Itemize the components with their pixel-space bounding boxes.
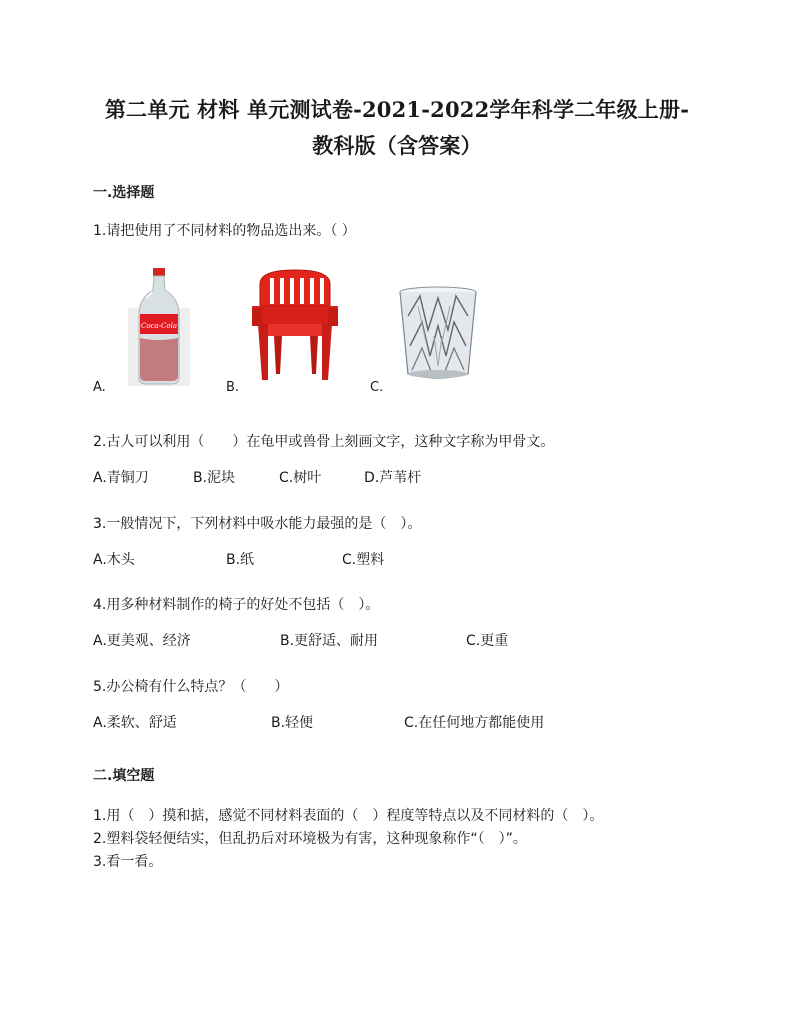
- q4-option-c: C.更重: [466, 633, 509, 649]
- q2-option-d: D.芦苇杆: [364, 470, 422, 486]
- q4-option-a: A.更美观、经济: [93, 633, 191, 649]
- bottle-cap: [153, 268, 165, 276]
- question-4-text: 4.用多种材料制作的椅子的好处不包括（ ）。: [93, 597, 380, 613]
- q5-option-a: A.柔软、舒适: [93, 715, 177, 731]
- q1-option-a-label: A.: [93, 380, 106, 395]
- q3-option-b: B.纸: [226, 552, 255, 568]
- q3-option-a: A.木头: [93, 552, 135, 568]
- bottle-brand-text: Coca-Cola: [140, 322, 178, 330]
- plastic-chair-image: [250, 266, 340, 382]
- document-title-line2: 教科版（含答案）: [312, 133, 482, 158]
- section-heading-choice: 一.选择题: [93, 185, 155, 201]
- question-3-text: 3.一般情况下，下列材料中吸水能力最强的是（ ）。: [93, 516, 422, 532]
- question-1-text: 1.请把使用了不同材料的物品选出来。（ ）: [93, 223, 356, 239]
- q3-option-c: C.塑料: [342, 552, 385, 568]
- fill-question-3-text: 3.看一看。: [93, 854, 163, 870]
- q2-option-a: A.青铜刀: [93, 470, 149, 486]
- q2-option-c: C.树叶: [279, 470, 322, 486]
- plastic-bottle-image: [128, 268, 190, 386]
- question-5-text: 5.办公椅有什么特点？（ ）: [93, 679, 289, 695]
- q2-option-b: B.泥块: [193, 470, 236, 486]
- q1-option-b-label: B.: [226, 380, 240, 395]
- glass-cup-image: [398, 286, 478, 382]
- q4-option-b: B.更舒适、耐用: [280, 633, 379, 649]
- fill-question-1-text: 1.用（ ）摸和掂，感觉不同材料表面的（ ）程度等特点以及不同材料的（ ）。: [93, 808, 604, 824]
- q5-option-c: C.在任何地方都能使用: [404, 715, 545, 731]
- fill-question-2-text: 2.塑料袋轻便结实，但乱扔后对环境极为有害，这种现象称作“（ ）”。: [93, 831, 527, 847]
- question-2-text: 2.古人可以利用（ ）在龟甲或兽骨上刻画文字，这种文字称为甲骨文。: [93, 434, 555, 450]
- section-heading-fill-blank: 二.填空题: [93, 768, 155, 784]
- q1-option-c-label: C.: [370, 380, 384, 395]
- q5-option-b: B.轻便: [271, 715, 314, 731]
- document-title-line1: 第二单元 材料 单元测试卷-2021-2022学年科学二年级上册-: [104, 97, 690, 122]
